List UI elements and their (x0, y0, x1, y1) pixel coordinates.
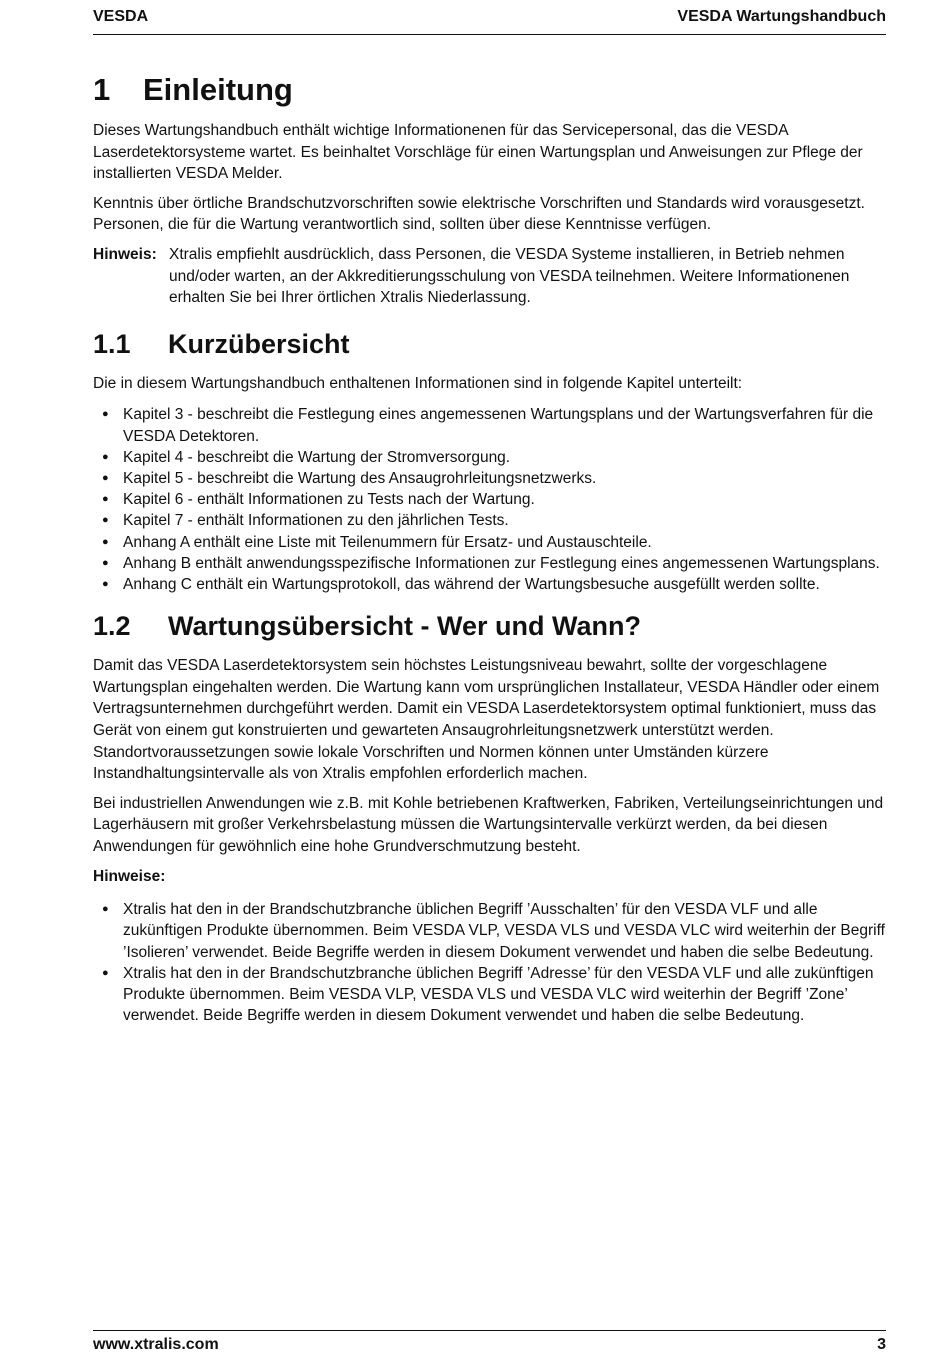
section-title: Wartungsübersicht - Wer und Wann? (168, 611, 641, 642)
notes-heading: Hinweise: (93, 867, 166, 885)
list-item: ● Kapitel 4 - beschreibt die Wartung der Stromversorgung. (102, 448, 511, 466)
page-number: 3 (877, 1336, 886, 1353)
section-number: 1.2 (93, 611, 131, 642)
paragraph: Damit das VESDA Laserdetektorsystem sein höchstes Leistungsniveau bewahrt, sollte der vorgeschlagene Wartungsplan eingehalten werden. Die Wartung kann vom ursprünglichen Installateur, VESDA Händler oder einem Vertragsunternehmen durchgeführt werden. Damit ein VESDA Laserdetektorsystem optimal funktioniert, muss das Gerät von einem gut konstruierten und gewarteten Ansaugrohrleitungsnetzwerk unterstützt werden. Standortvoraussetzungen sowie lokale Vorschriften und Normen können unter Umständen kürzere Instandhaltungsintervalle als von Xtralis empfohlen erforderlich machen. (93, 657, 880, 783)
section-number: 1.1 (93, 328, 131, 359)
list-item: ● Kapitel 7 - enthält Informationen zu den jährlichen Tests. (102, 512, 509, 530)
chapter-list (93, 404, 888, 595)
list-item-text: Kapitel 6 - enthält Informationen zu Tests nach der Wartung. (123, 491, 535, 509)
list-item-text: Xtralis hat den in der Brandschutzbranche üblichen Begriff ’Ausschalten’ für den VESDA VLF und alle zukünftigen Produkte übernommen. Beim VESDA VLP, VESDA VLS und VESDA VLC wird weiterhin der Begriff ’Isolieren’ verwendet. Beide Begriffe werden in diesem Dokument verwendet und haben die selbe Bedeutung. (123, 901, 885, 961)
chapter-heading (93, 70, 888, 110)
list-item: ● Kapitel 5 - beschreibt die Wartung des Ansaugrohrleitungsnetzwerks. (102, 469, 597, 487)
paragraph: Kenntnis über örtliche Brandschutzvorschriften sowie elektrische Vorschriften und Standards wird vorausgesetzt. Personen, die für die Wartung verantwortlich sind, sollten über diese Kenntnisse verfügen. (93, 194, 865, 234)
list-item: ● Kapitel 3 - beschreibt die Festlegung eines angemessenen Wartungsplans und der Wartungsverfahren für die VESDA Detektoren. (102, 406, 874, 445)
paragraph: Bei industriellen Anwendungen wie z.B. mit Kohle betriebenen Kraftwerken, Fabriken, Verteilungseinrichtungen und Lagerhäusern mit großer Verkehrsbelastung müssen die Wartungsintervalle verkürzt werden, da bei diesen Anwendungen für gewöhnlich eine hohe Grundverschmutzung besteht. (93, 794, 884, 855)
list-item-text: Kapitel 5 - beschreibt die Wartung des Ansaugrohrleitungsnetzwerks. (123, 469, 597, 487)
notes-list (93, 899, 888, 1026)
list-item-text: Anhang B enthält anwendungsspezifische Informationen zur Festlegung eines angemessenen Wartungsplans. (123, 554, 880, 572)
paragraph: Die in diesem Wartungshandbuch enthaltenen Informationen sind in folgende Kapitel unterteilt: (93, 374, 743, 392)
note (93, 244, 888, 309)
chapter-number: 1 (93, 72, 111, 107)
list-item: ● Kapitel 6 - enthält Informationen zu Tests nach der Wartung. (102, 491, 535, 509)
list-item: ● Anhang B enthält anwendungsspezifische Informationen zur Festlegung eines angemessenen Wartungsplans. (102, 554, 880, 572)
header-left: VESDA (93, 8, 149, 25)
list-item-text: Anhang A enthält eine Liste mit Teilenummern für Ersatz- und Austauschteile. (123, 533, 652, 551)
header-right: VESDA Wartungshandbuch (677, 8, 886, 25)
note-label: Hinweis: (93, 245, 157, 263)
list-item-text: Kapitel 4 - beschreibt die Wartung der Stromversorgung. (123, 448, 511, 466)
list-item: ● Anhang C enthält ein Wartungsprotokoll, das während der Wartungsbesuche ausgefüllt werden sollte. (102, 575, 820, 593)
page-header (93, 8, 886, 35)
page-content (93, 70, 888, 1034)
list-item-text: Kapitel 3 - beschreibt die Festlegung eines angemessenen Wartungsplans und der Wartungsverfahren für die VESDA Detektoren. (123, 406, 874, 445)
chapter-title: Einleitung (143, 72, 293, 107)
list-item-text: Xtralis hat den in der Brandschutzbranche üblichen Begriff ’Adresse’ für den VESDA VLF und alle zukünftigen Produkte übernommen. Beim VESDA VLP, VESDA VLS und VESDA VLC wird weiterhin der Begriff ’Zone’ verwendet. Beide Begriffe werden in diesem Dokument verwendet und haben die selbe Bedeutung. (123, 964, 874, 1025)
page-footer (93, 1330, 886, 1354)
footer-website: www.xtralis.com (93, 1336, 219, 1353)
paragraph: Dieses Wartungshandbuch enthält wichtige Informationenen für das Servicepersonal, das die VESDA Laserdetektorsysteme wartet. Es beinhaltet Vorschläge für einen Wartungsplan und Anweisungen zur Pflege der installierten VESDA Melder. (93, 122, 863, 183)
section-heading (93, 609, 888, 643)
list-item: ● Xtralis hat den in der Brandschutzbranche üblichen Begriff ’Ausschalten’ für den VESDA VLF und alle zukünftigen Produkte übernommen. Beim VESDA VLP, VESDA VLS und VESDA VLC wird weiterhin der Begriff ’Isolieren’ verwendet. Beide Begriffe werden in diesem Dokument verwendet und haben die selbe Bedeutung. (102, 901, 885, 961)
section-title: Kurzübersicht (168, 328, 350, 359)
list-item-text: Kapitel 7 - enthält Informationen zu den jährlichen Tests. (123, 512, 509, 530)
section-heading (93, 327, 888, 361)
list-item-text: Anhang C enthält ein Wartungsprotokoll, das während der Wartungsbesuche ausgefüllt werden sollte. (123, 575, 820, 593)
list-item: ● Xtralis hat den in der Brandschutzbranche üblichen Begriff ’Adresse’ für den VESDA VLF und alle zukünftigen Produkte übernommen. Beim VESDA VLP, VESDA VLS und VESDA VLC wird weiterhin der Begriff ’Zone’ verwendet. Beide Begriffe werden in diesem Dokument verwendet und haben die selbe Bedeutung. (102, 964, 874, 1025)
note-text: Xtralis empfiehlt ausdrücklich, dass Personen, die VESDA Systeme installieren, in Betrieb nehmen und/oder warten, an der Akkreditierungsschulung von VESDA teilnehmen. Weitere Informationenen erhalten Sie bei Ihrer örtlichen Xtralis Niederlassung. (169, 245, 850, 307)
list-item: ● Anhang A enthält eine Liste mit Teilenummern für Ersatz- und Austauschteile. (102, 533, 652, 551)
